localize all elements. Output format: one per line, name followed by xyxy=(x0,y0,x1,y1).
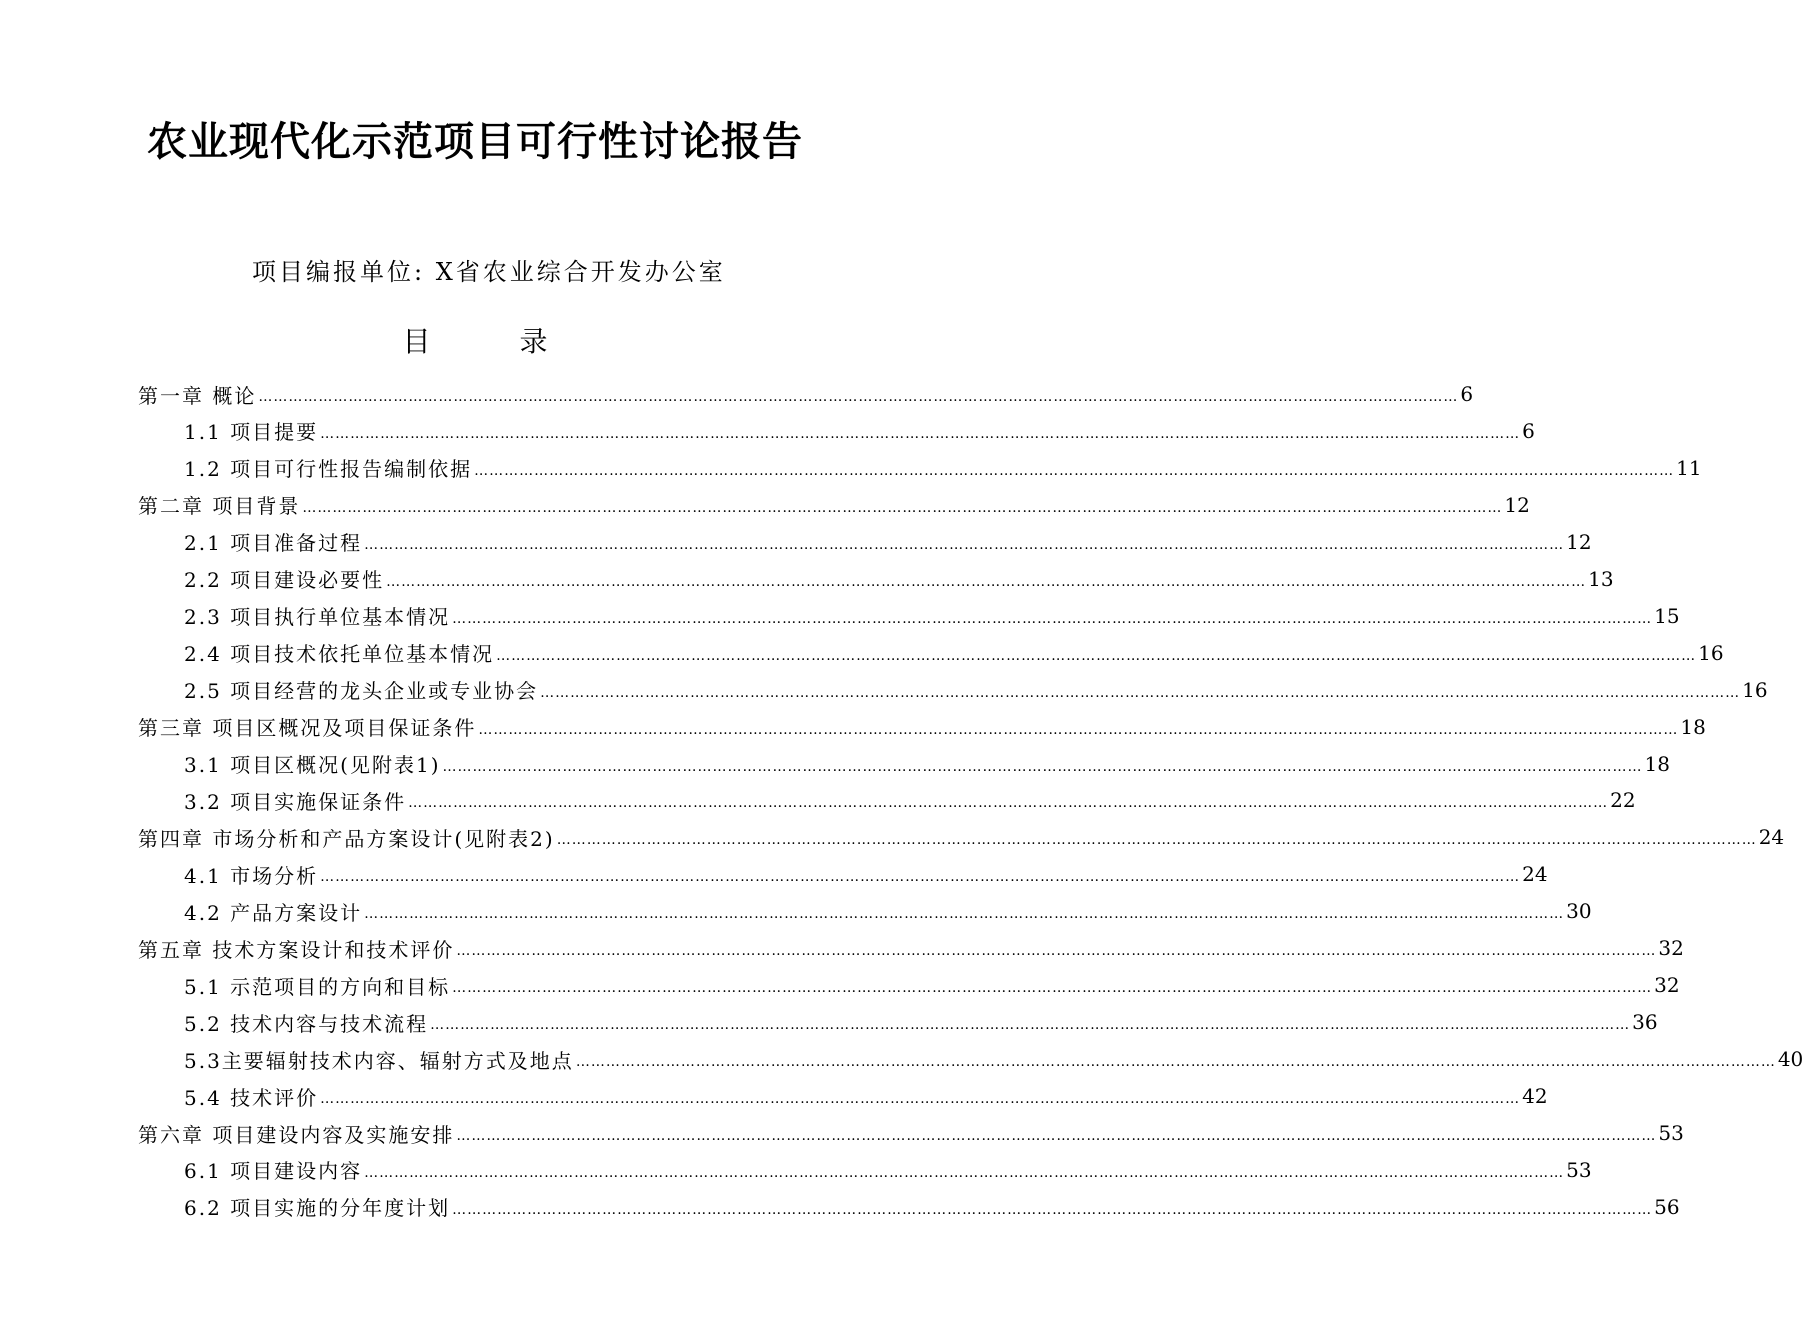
toc-entry[interactable] xyxy=(184,672,1768,708)
toc-leader-dots: …………………………………………………………………………………………………………………………………………………………………………………………………………………… xyxy=(364,536,1565,553)
toc-entry-text: 5.4 技术评价 xyxy=(184,1085,319,1110)
toc-leader-dots: …………………………………………………………………………………………………………………………………………………………………………………………………………………… xyxy=(442,758,1643,775)
toc-entry[interactable] xyxy=(138,487,1530,523)
toc-entry-page: 53 xyxy=(1566,1157,1592,1182)
toc-entry-page: 13 xyxy=(1588,566,1614,591)
toc-entry-page: 24 xyxy=(1522,862,1548,887)
toc-leader-dots: …………………………………………………………………………………………………………………………………………………………………………………………………………………… xyxy=(320,1091,1521,1108)
compiling-organization: 项目编报单位: X省农业综合开发办公室 xyxy=(252,258,726,286)
toc-entry-text: 5.1 示范项目的方向和目标 xyxy=(184,974,451,999)
toc-leader-dots: …………………………………………………………………………………………………………………………………………………………………………………………………………………… xyxy=(474,462,1675,479)
toc-entry-text: 3.1 项目区概况(见附表1) xyxy=(184,753,441,777)
toc-leader-dots: …………………………………………………………………………………………………………………………………………………………………………………………………………………… xyxy=(320,869,1521,886)
toc-entry[interactable] xyxy=(138,819,1785,855)
toc-entry[interactable] xyxy=(184,1152,1592,1188)
toc-entry-text: 第三章 项目区概况及项目保证条件 xyxy=(138,716,477,741)
toc-leader-dots: …………………………………………………………………………………………………………………………………………………………………………………………………………………… xyxy=(456,1128,1657,1144)
toc-leader-dots: …………………………………………………………………………………………………………………………………………………………………………………………………………………… xyxy=(364,906,1565,923)
toc-leader-dots: …………………………………………………………………………………………………………………………………………………………………………………………………………………… xyxy=(575,1054,1776,1071)
toc-entry-page: 30 xyxy=(1566,899,1592,924)
toc-leader-dots: …………………………………………………………………………………………………………………………………………………………………………………………………………………… xyxy=(364,1164,1565,1181)
toc-entry[interactable] xyxy=(184,598,1680,634)
toc-entry[interactable] xyxy=(138,376,1474,412)
toc-entry-text: 6.1 项目建设内容 xyxy=(184,1159,363,1184)
toc-leader-dots: …………………………………………………………………………………………………………………………………………………………………………………………………………………… xyxy=(302,499,1503,516)
toc-entry-text: 3.2 项目实施保证条件 xyxy=(184,789,407,814)
toc-entry-text: 4.1 市场分析 xyxy=(184,863,319,888)
toc-entry-page: 40 xyxy=(1777,1047,1803,1072)
toc-leader-dots: …………………………………………………………………………………………………………………………………………………………………………………………………………………… xyxy=(452,980,1653,997)
toc-entry-page: 24 xyxy=(1758,825,1785,850)
toc-entry[interactable] xyxy=(184,782,1636,818)
toc-leader-dots: …………………………………………………………………………………………………………………………………………………………………………………………………………………… xyxy=(556,832,1757,849)
toc-entry-page: 22 xyxy=(1610,788,1636,813)
toc-leader-dots: …………………………………………………………………………………………………………………………………………………………………………………………………………………… xyxy=(320,425,1521,442)
toc-leader-dots: …………………………………………………………………………………………………………………………………………………………………………………………………………………… xyxy=(540,684,1741,701)
toc-entry-text: 2.2 项目建设必要性 xyxy=(184,568,385,593)
toc-entry-page: 12 xyxy=(1504,492,1530,517)
toc-entry-text: 1.1 项目提要 xyxy=(184,420,319,445)
toc-entry-text: 第五章 技术方案设计和技术评价 xyxy=(138,937,455,962)
toc-entry-text: 1.2 项目可行性报告编制依据 xyxy=(184,457,473,482)
toc-entry[interactable] xyxy=(184,746,1670,782)
toc-leader-dots: …………………………………………………………………………………………………………………………………………………………………………………………………………………… xyxy=(408,795,1609,812)
toc-entry-page: 18 xyxy=(1680,714,1706,739)
toc-entry-text: 第六章 项目建设内容及实施安排 xyxy=(138,1122,455,1147)
toc-entry-page: 12 xyxy=(1566,529,1592,554)
toc-entry-text: 第一章 概论 xyxy=(138,383,257,408)
toc-entry[interactable] xyxy=(184,967,1680,1003)
toc-entry-text: 2.1 项目准备过程 xyxy=(184,531,363,556)
toc-entry[interactable] xyxy=(184,635,1724,671)
toc-entry-page: 53 xyxy=(1658,1121,1684,1145)
toc-entry[interactable] xyxy=(138,1115,1684,1151)
toc-heading: 目 录 xyxy=(402,325,588,358)
toc-leader-dots: …………………………………………………………………………………………………………………………………………………………………………………………………………………… xyxy=(386,573,1587,590)
toc-entry-text: 5.3主要辐射技术内容、辐射方式及地点 xyxy=(184,1048,574,1073)
toc-entry-text: 4.2 产品方案设计 xyxy=(184,900,363,925)
toc-entry-page: 6 xyxy=(1460,382,1474,406)
toc-entry-page: 11 xyxy=(1676,455,1702,480)
toc-entry-page: 56 xyxy=(1654,1194,1680,1219)
toc-entry-page: 32 xyxy=(1654,973,1680,998)
toc-entry[interactable] xyxy=(184,1004,1658,1040)
toc-entry-page: 15 xyxy=(1654,603,1680,628)
toc-entry-text: 6.2 项目实施的分年度计划 xyxy=(184,1196,451,1221)
toc-entry[interactable] xyxy=(184,450,1702,486)
toc-entry-page: 16 xyxy=(1742,677,1768,702)
toc-entry-text: 2.4 项目技术依托单位基本情况 xyxy=(184,642,495,667)
toc-leader-dots: …………………………………………………………………………………………………………………………………………………………………………………………………………………… xyxy=(258,389,1459,405)
toc-leader-dots: …………………………………………………………………………………………………………………………………………………………………………………………………………………… xyxy=(452,1201,1653,1218)
toc-entry-text: 2.3 项目执行单位基本情况 xyxy=(184,605,451,630)
document-title: 农业现代化示范项目可行性讨论报告 xyxy=(147,119,803,165)
toc-entry[interactable] xyxy=(184,524,1592,560)
toc-entry-text: 第二章 项目背景 xyxy=(138,494,301,519)
toc-entry-page: 18 xyxy=(1644,751,1670,776)
toc-entry[interactable] xyxy=(138,709,1706,745)
toc-entry[interactable] xyxy=(184,1041,1803,1077)
toc-leader-dots: …………………………………………………………………………………………………………………………………………………………………………………………………………………… xyxy=(496,647,1697,664)
toc-entry-text: 第四章 市场分析和产品方案设计(见附表2) xyxy=(138,826,555,851)
toc-leader-dots: …………………………………………………………………………………………………………………………………………………………………………………………………………………… xyxy=(456,943,1657,960)
toc-leader-dots: …………………………………………………………………………………………………………………………………………………………………………………………………………………… xyxy=(430,1017,1631,1034)
toc-entry[interactable] xyxy=(184,856,1548,892)
toc-entry-page: 36 xyxy=(1632,1010,1658,1035)
toc-entry[interactable] xyxy=(184,893,1592,929)
toc-leader-dots: …………………………………………………………………………………………………………………………………………………………………………………………………………………… xyxy=(478,721,1679,738)
toc-entry-page: 16 xyxy=(1698,640,1724,665)
toc-entry-page: 42 xyxy=(1522,1084,1548,1109)
toc-entry-text: 2.5 项目经营的龙头企业或专业协会 xyxy=(184,679,539,704)
toc-entry-page: 32 xyxy=(1658,936,1684,961)
toc-entry[interactable] xyxy=(184,413,1535,449)
toc-entry[interactable] xyxy=(184,1078,1548,1114)
toc-entry-page: 6 xyxy=(1522,418,1535,443)
toc-entry-text: 5.2 技术内容与技术流程 xyxy=(184,1011,429,1036)
toc-entry[interactable] xyxy=(138,930,1684,966)
toc-entry[interactable] xyxy=(184,1189,1680,1225)
toc-leader-dots: …………………………………………………………………………………………………………………………………………………………………………………………………………………… xyxy=(452,610,1653,627)
toc-entry[interactable] xyxy=(184,561,1614,597)
